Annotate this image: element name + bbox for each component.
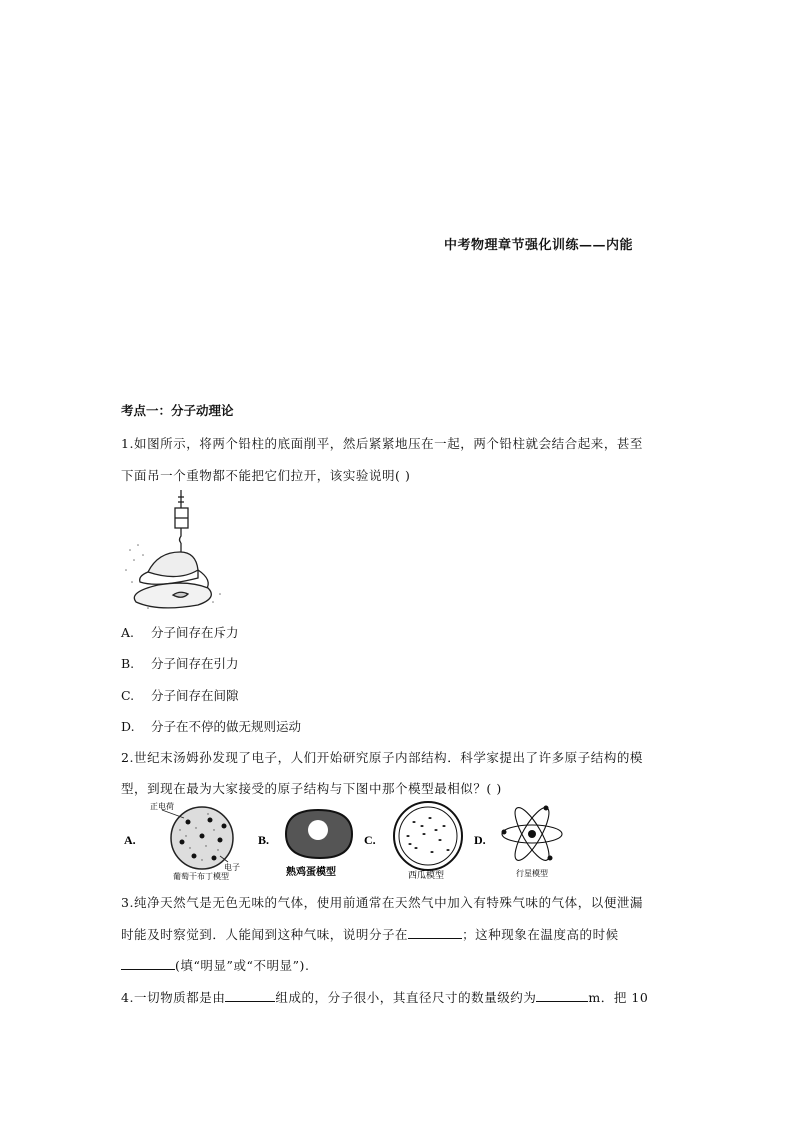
model-b-letter: B. xyxy=(258,833,270,847)
q4-line-1-part-a: 4.一切物质都是由 xyxy=(121,990,226,1005)
model-a[interactable] xyxy=(124,801,240,880)
q4-answer-blank-2[interactable] xyxy=(536,990,588,1002)
q1-option-a[interactable] xyxy=(121,623,239,641)
q4-line-1-part-c: m．把 10 xyxy=(588,990,649,1005)
model-b-caption: 熟鸡蛋模型 xyxy=(286,867,336,878)
q3-answer-blank-1[interactable] xyxy=(408,927,462,939)
model-a-letter: A. xyxy=(124,833,136,847)
model-c-caption: 西瓜模型 xyxy=(408,871,445,880)
q2-text-line-1: 2.世纪末汤姆孙发现了电子，人们开始研究原子内部结构．科学家提出了许多原子结构的模 xyxy=(121,750,643,765)
option-text: 分子间存在间隙 xyxy=(151,688,239,703)
model-a-caption: 葡萄干布丁模型 xyxy=(173,872,229,880)
q3-answer-blank-2[interactable] xyxy=(121,958,175,970)
model-d[interactable] xyxy=(474,804,562,878)
lead-cylinder-figure xyxy=(118,490,230,612)
option-letter: D. xyxy=(121,719,135,734)
q1-text-line-1: 1.如图所示，将两个铅柱的底面削平，然后紧紧地压在一起，两个铅柱就会结合起来，甚至 xyxy=(121,436,643,451)
q3-line-3-text: (填“明显”或“不明显”). xyxy=(175,958,310,973)
q1-text-line-2: 下面吊一个重物都不能把它们拉开，该实验说明( ) xyxy=(121,468,411,483)
q3-line-2-part-a: 时能及时察觉到．人能闻到这种气味，说明分子在 xyxy=(121,927,409,942)
q4-answer-blank-1[interactable] xyxy=(225,990,275,1002)
model-a-top-label: 正电荷 xyxy=(150,802,174,811)
q3-text-line-1: 3.纯净天然气是无色无味的气体，使用前通常在天然气中加入有特殊气味的气体，以便泄漏 xyxy=(121,895,643,910)
option-text: 分子间存在引力 xyxy=(151,656,239,671)
q3-text-line-3 xyxy=(121,956,310,974)
model-d-caption: 行星模型 xyxy=(516,869,548,878)
model-a-side-label: 电子 xyxy=(224,863,240,872)
q3-text-line-2 xyxy=(121,925,619,943)
option-text: 分子在不停的做无规则运动 xyxy=(151,719,302,734)
q4-text-line-1 xyxy=(121,988,648,1006)
option-letter: C. xyxy=(121,688,135,703)
q1-option-b[interactable] xyxy=(121,654,239,672)
model-c-letter: C. xyxy=(364,833,376,847)
q4-line-1-part-b: 组成的，分子很小，其直径尺寸的数量级约为 xyxy=(275,990,537,1005)
q2-text-line-2: 型，到现在最为大家接受的原子结构与下图中那个模型最相似？( ) xyxy=(121,781,502,796)
option-letter: A. xyxy=(121,625,135,640)
model-b[interactable] xyxy=(258,810,352,878)
option-text: 分子间存在斥力 xyxy=(151,625,239,640)
q1-option-c[interactable] xyxy=(121,686,239,704)
atom-models-figure xyxy=(118,800,678,880)
q1-option-d[interactable] xyxy=(121,717,301,735)
model-c[interactable] xyxy=(364,802,462,880)
option-letter: B. xyxy=(121,656,135,671)
model-d-letter: D. xyxy=(474,833,486,847)
section-heading: 考点一：分子动理论 xyxy=(121,403,234,418)
document-title: 中考物理章节强化训练——内能 xyxy=(444,238,634,253)
q3-line-2-part-b: ；这种现象在温度高的时候 xyxy=(462,927,619,942)
